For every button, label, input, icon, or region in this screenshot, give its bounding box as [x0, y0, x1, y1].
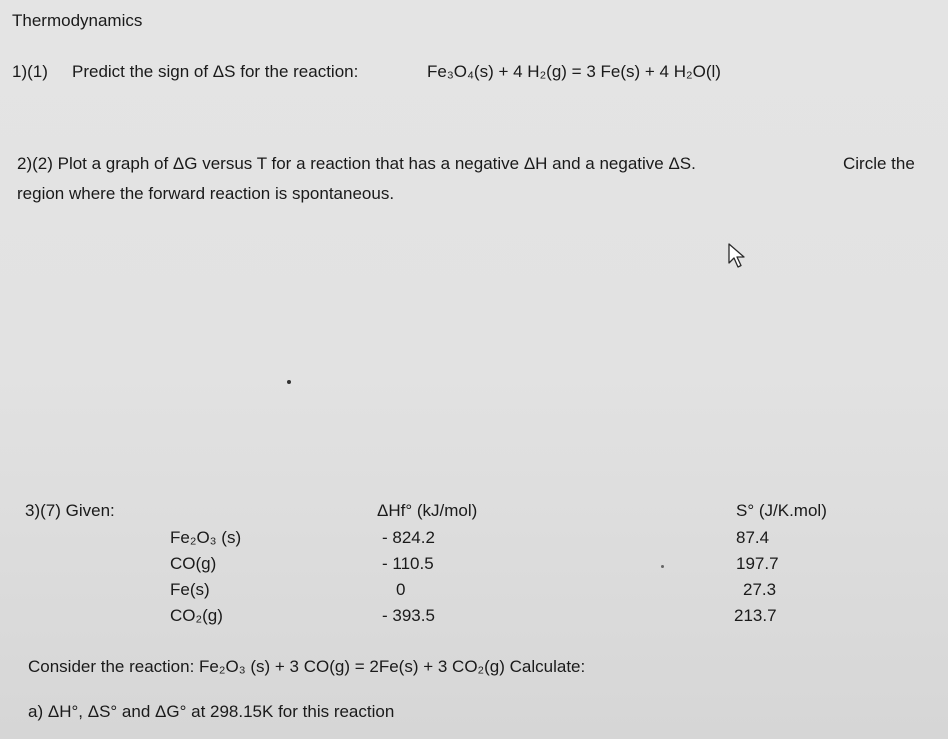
question-3-part-a: a) ΔH°, ΔS° and ΔG° at 298.15K for this reaction: [28, 702, 395, 721]
entropy-cell: 197.7: [736, 554, 779, 573]
question-1-reaction: Fe₃O₄(s) + 4 H₂(g) = 3 Fe(s) + 4 H₂O(l): [427, 62, 721, 81]
entropy-column-header: S° (J/K.mol): [736, 501, 827, 520]
question-3-reaction: Consider the reaction: Fe₂O₃ (s) + 3 CO(g) = 2Fe(s) + 3 CO₂(g) Calculate:: [28, 657, 586, 676]
mouse-pointer-icon: [727, 243, 747, 269]
enthalpy-column-header: ΔHf° (kJ/mol): [377, 501, 478, 520]
species-cell: Fe(s): [170, 580, 210, 599]
page-title: Thermodynamics: [12, 11, 143, 30]
entropy-cell: 87.4: [736, 528, 770, 547]
question-3-number: 3)(7) Given:: [25, 501, 115, 520]
question-2-line-2: region where the forward reaction is spontaneous.: [17, 184, 395, 203]
enthalpy-cell: - 824.2: [382, 528, 435, 547]
stray-dot-small: [661, 565, 664, 568]
enthalpy-cell: - 110.5: [382, 554, 434, 573]
question-1-prompt: Predict the sign of ΔS for the reaction:: [72, 62, 359, 81]
species-cell: CO₂(g): [170, 606, 223, 625]
question-2-line-1: 2)(2) Plot a graph of ΔG versus T for a reaction that has a negative ΔH and a negative ΔS.: [17, 154, 696, 173]
species-cell: CO(g): [170, 554, 217, 573]
enthalpy-cell: 0: [396, 580, 406, 599]
entropy-cell: 27.3: [743, 580, 777, 599]
species-cell: Fe₂O₃ (s): [170, 528, 242, 547]
enthalpy-cell: - 393.5: [382, 606, 435, 625]
question-2-line-1-end: Circle the: [843, 154, 915, 173]
stray-dot: [287, 380, 291, 384]
entropy-cell: 213.7: [734, 606, 777, 625]
question-1-number: 1)(1): [12, 62, 48, 81]
